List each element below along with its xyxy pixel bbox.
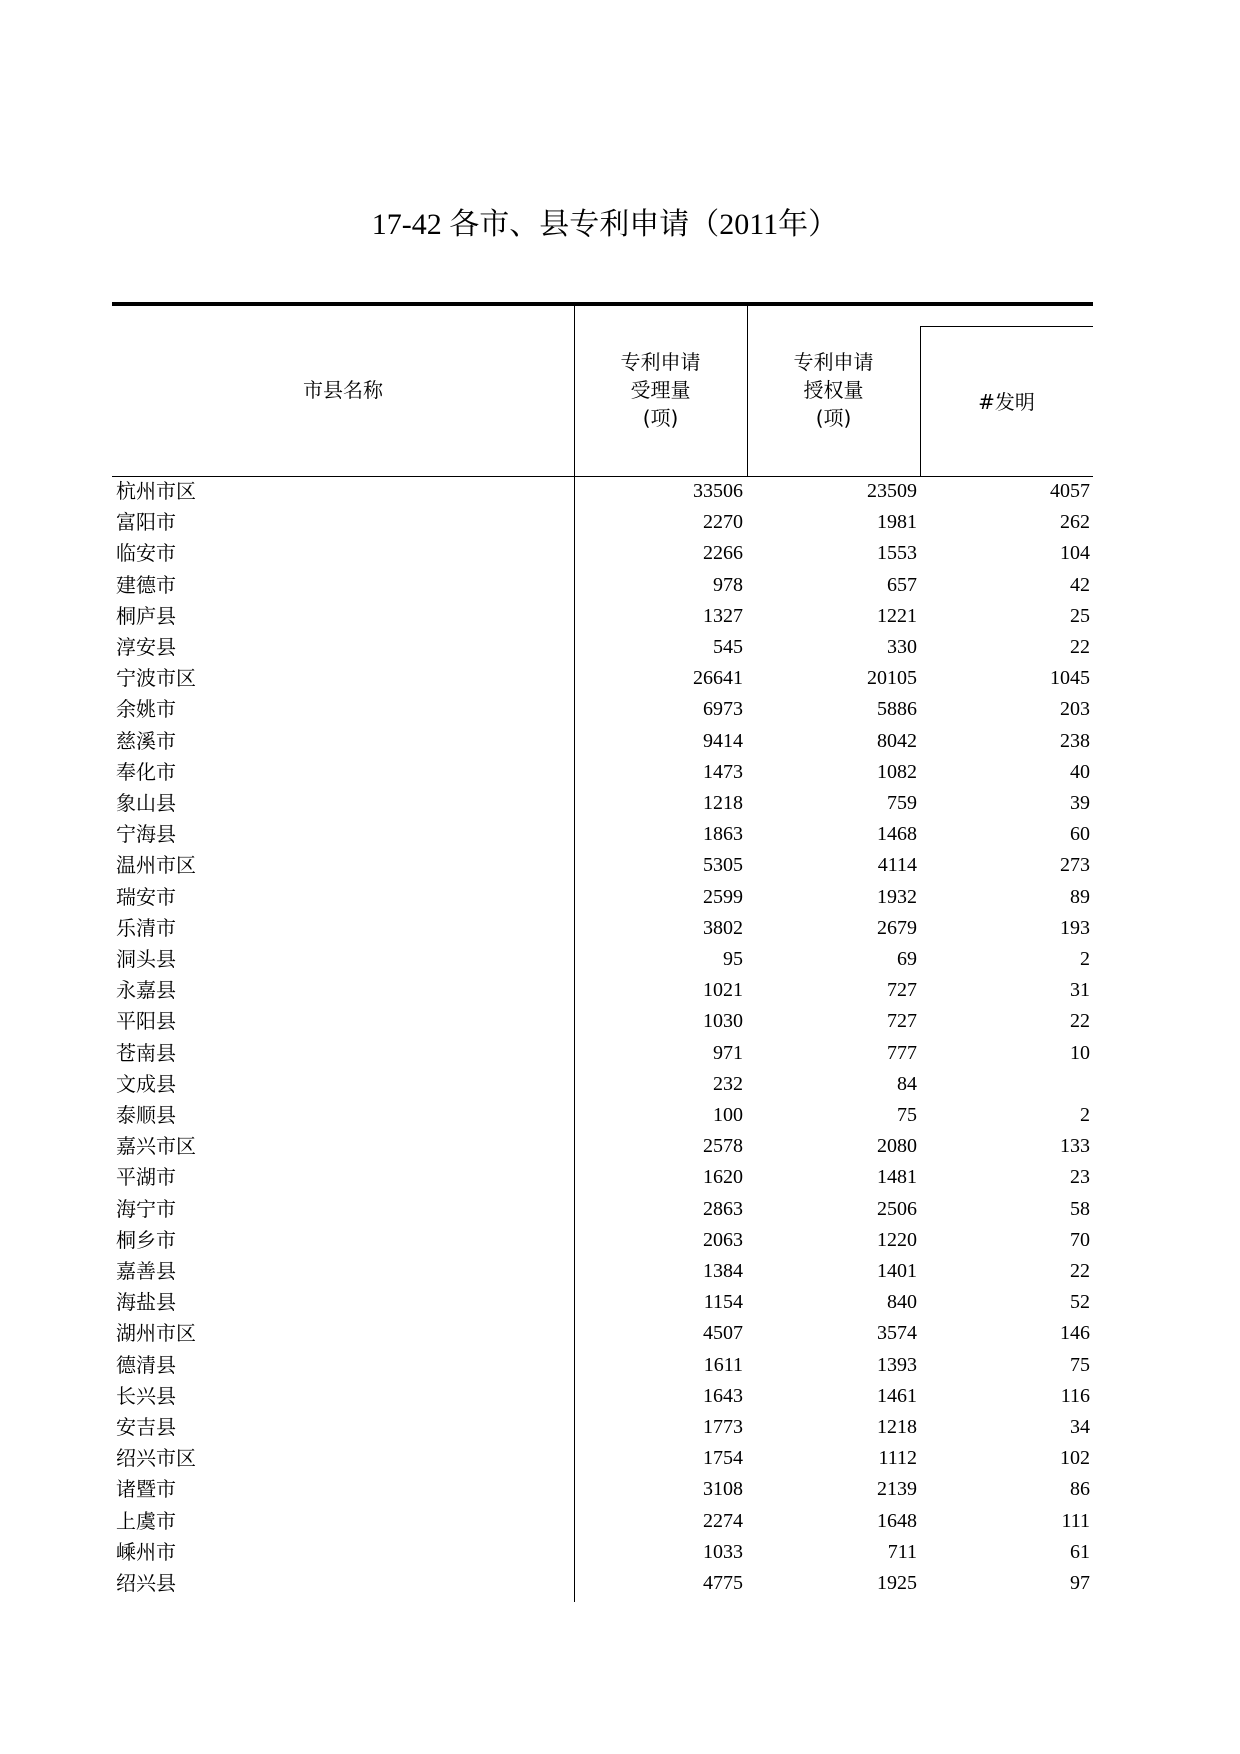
invention-cell: 22: [1070, 1260, 1090, 1282]
region-name-cell: 嘉善县: [116, 1259, 176, 1283]
granted-cell: 84: [897, 1072, 917, 1095]
accepted-cell: 1473: [703, 760, 743, 783]
granted-cell: 777: [887, 1041, 917, 1064]
granted-cell: 1221: [877, 604, 917, 627]
region-name-cell: 湖州市区: [116, 1321, 196, 1346]
invention-cell: 111: [1061, 1509, 1090, 1532]
table-row: [112, 726, 1093, 757]
accepted-cell: 2863: [703, 1197, 743, 1220]
accepted-cell: 2599: [703, 885, 743, 908]
granted-cell: 1220: [877, 1228, 917, 1251]
accepted-cell: 545: [713, 636, 743, 658]
accepted-cell: 6973: [703, 698, 743, 721]
invention-cell: 4057: [1050, 480, 1090, 502]
granted-cell: 1932: [877, 885, 917, 908]
invention-cell: 42: [1070, 573, 1090, 596]
invention-cell: 70: [1070, 1228, 1090, 1251]
region-name-cell: 安吉县: [116, 1415, 176, 1439]
accepted-cell: 1754: [703, 1447, 743, 1470]
granted-cell: 5886: [877, 698, 917, 721]
region-name-cell: 余姚市: [116, 697, 176, 722]
invention-cell: 203: [1060, 698, 1090, 721]
accepted-cell: 33506: [693, 480, 743, 502]
header-granted-line3: (项): [815, 406, 852, 430]
accepted-cell: 1327: [703, 604, 743, 627]
granted-cell: 2506: [877, 1197, 917, 1220]
table-row: [112, 850, 1093, 881]
table-row: [112, 975, 1093, 1006]
granted-cell: 2679: [877, 916, 917, 939]
invention-cell: 238: [1060, 729, 1090, 752]
header-accepted: [574, 348, 747, 432]
region-name-cell: 淳安县: [116, 635, 176, 659]
region-name-cell: 泰顺县: [116, 1103, 176, 1127]
accepted-cell: 1021: [703, 979, 743, 1002]
accepted-cell: 100: [713, 1104, 743, 1126]
granted-cell: 1218: [877, 1416, 917, 1438]
table-row: [112, 757, 1093, 788]
region-name-cell: 海盐县: [116, 1290, 176, 1315]
invention-cell: 40: [1070, 760, 1090, 783]
table-row: [112, 476, 1093, 507]
header-region-name: 市县名称: [303, 378, 383, 402]
invention-cell: 116: [1060, 1384, 1090, 1407]
accepted-cell: 1030: [703, 1010, 743, 1033]
region-name-cell: 嘉兴市区: [116, 1134, 196, 1159]
region-name-cell: 富阳市: [116, 510, 176, 535]
invention-cell: 1045: [1050, 667, 1090, 690]
region-name-cell: 温州市区: [116, 853, 196, 878]
table-row: [112, 1568, 1093, 1599]
accepted-cell: 1863: [703, 823, 743, 846]
region-name-cell: 嵊州市: [116, 1539, 176, 1564]
accepted-cell: 232: [713, 1072, 743, 1095]
table-row: [112, 601, 1093, 632]
region-name-cell: 永嘉县: [116, 978, 176, 1003]
table-row: [112, 819, 1093, 850]
table-row: [112, 1537, 1093, 1568]
region-name-cell: 绍兴县: [116, 1571, 176, 1595]
table-row: [112, 1162, 1093, 1193]
table-row: [112, 1006, 1093, 1037]
accepted-cell: 2270: [703, 511, 743, 534]
region-name-cell: 平湖市: [116, 1165, 176, 1190]
table-row: [112, 1474, 1093, 1505]
accepted-cell: 4507: [703, 1322, 743, 1345]
header-granted: [747, 348, 920, 432]
accepted-cell: 26641: [693, 667, 743, 690]
table-row: [112, 507, 1093, 538]
invention-header-top-rule: [920, 326, 1093, 327]
invention-cell: 23: [1070, 1166, 1090, 1189]
table-row: [112, 570, 1093, 601]
region-name-cell: 诸暨市: [116, 1477, 176, 1502]
granted-cell: 75: [897, 1104, 917, 1126]
region-name-cell: 慈溪市: [116, 728, 176, 753]
header-accepted-line3: (项): [642, 406, 679, 430]
accepted-cell: 5305: [703, 854, 743, 877]
granted-cell: 2080: [877, 1135, 917, 1158]
region-name-cell: 乐清市: [116, 915, 176, 940]
granted-cell: 1648: [877, 1509, 917, 1532]
accepted-cell: 1620: [703, 1166, 743, 1189]
table-row: [112, 1381, 1093, 1412]
region-name-cell: 文成县: [116, 1071, 176, 1096]
table-top-rule: [112, 302, 1093, 306]
accepted-cell: 9414: [703, 729, 743, 752]
table-row: [112, 632, 1093, 663]
table-row: [112, 1131, 1093, 1162]
table-row: [112, 788, 1093, 819]
invention-cell: 2: [1080, 948, 1090, 970]
header-invention: #发明: [978, 390, 1035, 414]
invention-cell: 75: [1070, 1353, 1090, 1376]
table-row: [112, 538, 1093, 569]
invention-cell: 31: [1070, 979, 1090, 1002]
invention-cell: 22: [1070, 1010, 1090, 1033]
accepted-cell: 1773: [703, 1416, 743, 1438]
accepted-cell: 2274: [703, 1509, 743, 1532]
region-name-cell: 上虞市: [116, 1508, 176, 1533]
invention-cell: 89: [1070, 885, 1090, 908]
granted-cell: 23509: [867, 480, 917, 502]
header-granted-line1: 专利申请: [793, 350, 874, 374]
accepted-cell: 95: [723, 948, 743, 970]
table-row: [112, 913, 1093, 944]
invention-cell: 25: [1070, 604, 1090, 627]
table-row: [112, 882, 1093, 913]
accepted-cell: 1384: [703, 1260, 743, 1282]
region-name-cell: 象山县: [116, 791, 176, 815]
header-accepted-line1: 专利申请: [620, 350, 701, 374]
invention-cell: 133: [1060, 1135, 1090, 1158]
invention-cell: 273: [1060, 854, 1090, 877]
granted-cell: 20105: [867, 667, 917, 690]
table-row: [112, 1318, 1093, 1349]
granted-cell: 1461: [877, 1384, 917, 1407]
granted-cell: 1082: [877, 760, 917, 783]
invention-cell: 262: [1060, 511, 1090, 534]
accepted-cell: 1154: [703, 1291, 743, 1314]
granted-cell: 1981: [877, 511, 917, 534]
granted-cell: 1112: [878, 1447, 917, 1470]
table-row: [112, 694, 1093, 725]
granted-cell: 3574: [877, 1322, 917, 1345]
region-name-cell: 长兴县: [116, 1383, 176, 1408]
granted-cell: 1393: [877, 1353, 917, 1376]
region-name-cell: 杭州市区: [116, 479, 196, 503]
granted-cell: 657: [887, 573, 917, 596]
invention-cell: 52: [1070, 1291, 1090, 1314]
region-name-cell: 平阳县: [116, 1009, 176, 1034]
region-name-cell: 临安市: [116, 541, 176, 566]
region-name-cell: 洞头县: [116, 947, 176, 971]
accepted-cell: 1643: [703, 1384, 743, 1407]
region-name-cell: 苍南县: [116, 1040, 176, 1065]
granted-cell: 1553: [877, 542, 917, 565]
granted-cell: 711: [887, 1540, 917, 1563]
table-row: [112, 663, 1093, 694]
accepted-cell: 4775: [703, 1572, 743, 1594]
region-name-cell: 绍兴市区: [116, 1446, 196, 1471]
granted-cell: 1481: [877, 1166, 917, 1189]
invention-cell: 39: [1070, 792, 1090, 814]
invention-cell: 22: [1070, 636, 1090, 658]
region-name-cell: 宁海县: [116, 822, 176, 847]
accepted-cell: 2063: [703, 1228, 743, 1251]
invention-cell: 2: [1080, 1104, 1090, 1126]
granted-cell: 759: [887, 792, 917, 814]
invention-cell: 60: [1070, 823, 1090, 846]
granted-cell: 69: [897, 948, 917, 970]
accepted-cell: 3802: [703, 916, 743, 939]
page-title: 17-42 各市、县专利申请（2011年）: [371, 208, 839, 241]
granted-cell: 1925: [877, 1572, 917, 1594]
table-row: [112, 1256, 1093, 1287]
granted-cell: 840: [887, 1291, 917, 1314]
accepted-cell: 2266: [703, 542, 743, 565]
table-row: [112, 1287, 1093, 1318]
table-row: [112, 1225, 1093, 1256]
region-name-cell: 建德市: [116, 572, 176, 597]
invention-cell: 102: [1060, 1447, 1090, 1470]
accepted-cell: 2578: [703, 1135, 743, 1158]
table-row: [112, 1194, 1093, 1225]
accepted-cell: 978: [713, 573, 743, 596]
accepted-cell: 1218: [703, 792, 743, 814]
granted-cell: 727: [887, 979, 917, 1002]
accepted-cell: 3108: [703, 1478, 743, 1501]
accepted-cell: 1033: [703, 1540, 743, 1563]
granted-cell: 4114: [877, 854, 917, 877]
granted-cell: 1468: [877, 823, 917, 846]
region-name-cell: 桐乡市: [116, 1227, 176, 1252]
table-row: [112, 1100, 1093, 1131]
granted-cell: 8042: [877, 729, 917, 752]
region-name-cell: 瑞安市: [116, 884, 176, 909]
invention-cell: 61: [1070, 1540, 1090, 1563]
table-row: [112, 1506, 1093, 1537]
region-name-cell: 桐庐县: [116, 603, 176, 628]
invention-cell: 86: [1070, 1478, 1090, 1501]
invention-cell: 58: [1070, 1197, 1090, 1220]
granted-cell: 330: [887, 636, 917, 658]
invention-cell: 10: [1070, 1041, 1090, 1064]
invention-cell: 34: [1070, 1416, 1090, 1438]
table-row: [112, 1038, 1093, 1069]
granted-cell: 1401: [877, 1260, 917, 1282]
table-row: [112, 1443, 1093, 1474]
invention-cell: 97: [1070, 1572, 1090, 1594]
invention-cell: 104: [1060, 542, 1090, 565]
invention-cell: 193: [1060, 916, 1090, 939]
accepted-cell: 971: [713, 1041, 743, 1064]
granted-cell: 2139: [877, 1478, 917, 1501]
region-name-cell: 德清县: [116, 1352, 176, 1377]
header-granted-line2: 授权量: [803, 378, 864, 402]
table-row: [112, 1069, 1093, 1100]
region-name-cell: 海宁市: [116, 1196, 176, 1221]
header-accepted-line2: 受理量: [630, 378, 691, 402]
region-name-cell: 奉化市: [116, 759, 176, 784]
invention-cell: 146: [1060, 1322, 1090, 1345]
table-row: [112, 944, 1093, 975]
region-name-cell: 宁波市区: [116, 666, 196, 691]
table-row: [112, 1350, 1093, 1381]
granted-cell: 727: [887, 1010, 917, 1033]
accepted-cell: 1611: [703, 1353, 743, 1376]
table-row: [112, 1412, 1093, 1443]
